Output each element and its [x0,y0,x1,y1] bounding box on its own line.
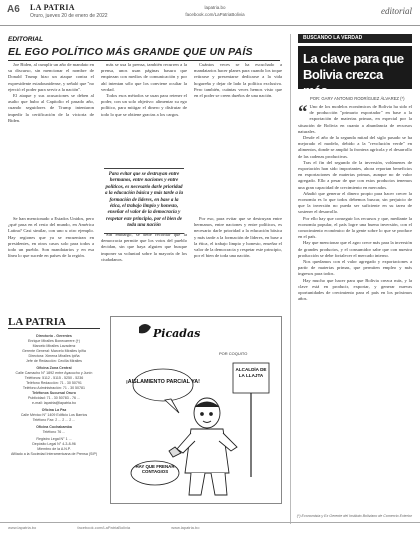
masthead-line: Afiliado a la Sociedad Interamericana de Prensa (SIP) [10,452,98,456]
masthead-line: Teléfono Administración: 71 - 30 50781 [22,386,86,390]
sign-text: ALCALDÍA DE LA LLAJTA [235,367,267,378]
masthead-line: Calle México N° 1409 Edificio Los Barrios [20,413,88,417]
paragraph: Por eso, para evitar que se destruyan entre hermanos, entre naciones y entre políticos, es necesario darle prioridad a la educación básica y más tarde a la formación de líderes, en base a la ética, el trabajo limpio y honesto, enseñar el valor de la democracia y respetar este principio, por el bien de toda una nación. [194,216,282,259]
masthead-line: Oficina Cochabamba [36,425,72,429]
facebook-url[interactable]: facebook.com/LaPatriaBolivia [185,12,245,17]
pull-quote: Para evitar que se destruyan entre hermanos, entre naciones y entre políticos, es necesario darle prioridad a la educación básica y más tarde a la formación de líderes, en base a la ética, el trabajo limpio y honesto, enseñar el valor de la democracia y respetar este principio, por el bien de toda una nación [104,168,184,234]
paragraph: Uno de los modelos económicos de Bolivia ha sido el de producción "primario exportador" en base a la exportación de materias primas, en especial por la situación de Bolivia en cuanto a abundancia de recursos naturales. [298,104,412,134]
column-byline: POR: GARY ANTONIO RODRÍGUEZ ÁLVAREZ (*) [310,96,405,101]
masthead-line: Teléfonos: 5112 - 5115 - 5250 - 5236 [24,376,84,380]
cartoon-logo: Picadas [153,327,201,340]
column-divider [290,34,291,524]
editorial-lower-3 [194,216,282,310]
paragraph: Cuántos veces se ha escuchado a mandatarios hacer planes para cuando los toque retirarse y presentarse dedicarse a la vida hogareña y dejar de lado la política exclusiva. Pero también, cuántas veces hemos visto que en el poder se creen dueños de una nación. [194,62,282,99]
author-credit: (*) Economista y Ex Gerente del Instituto Boliviano de Comercio Exterior [296,514,412,518]
site-info [130,4,300,18]
masthead-line: Publicidad: 71 - 30 50783 - 76 ... [28,396,80,400]
drop-cap: “ [298,104,308,123]
speech-text-1: ¡AISLAMIENTO PARCIAL YA! [126,379,200,385]
paragraph: más se usa la prensa, también recurren a la prensa, unos usan páginas basura que empiezan con medios de comunicación y por ahí intentan sólo que los conviene ocultar la verdad. [101,62,187,92]
editorial-lower-1 [8,216,94,310]
masthead-line: Teléfono Fax: 2 ... 2 ... 2 ... [32,418,76,422]
masthead-directory [8,334,100,457]
editorial-column-2 [101,62,187,166]
paragraph: El ataque y sus acusaciones se deben al asalto que hubo al Capitolio el pasado año, cuando seguidores de Trump intentaron impedir la certificación de la victoria de Biden. [8,93,94,123]
issue-date: Oruro, jueves 20 de enero de 2022 [30,13,108,19]
masthead-line: Depósito Legal N° 4-3-8-96 [32,442,76,446]
editorial-cartoon [110,316,282,504]
masthead-line: Oficina Zona Central [36,366,72,370]
speech-text-2: HAY QUE FRENAR CONTAGIOS [135,464,175,475]
speech-bubble [133,369,193,401]
paragraph: Se han mencionado a Estados Unidos, pero ¿qué pasa en el resto del mundo, en América Latina? Casi similar, con uno u otro ejemplo. Hay regiones que ya se encuentran en presidentes, en otros casos solo para todos a todo un pueblo. Son mandatarios y en esa línea lo que sucede en países de la región. [8,216,94,259]
masthead-line: Calle Camacho N° 1892 entre Ayacucho y Junín [15,371,93,375]
editorial-column-1 [8,62,94,212]
paragraph: Por ello hay que conseguir los recursos y que, mediante la economía popular, el país logre una buena inversión, con el conocimiento económico de la gente sobre lo que se produce en el país. [298,215,412,240]
masthead-line: Jefe de Redacción: Cecilia Miralles [26,359,82,363]
masthead-line: Directorio - Gerentes [36,334,72,338]
paragraph: Tras el fin del segundo de la inversión, volúmenes de exportación han sido importantes, ahora reportan beneficios en exportaciones de materias primas, aunque no de valor agregado. Ello a pesar de que con estos productos tenemos una gran capacidad de crecimiento en mercados. [298,159,412,190]
paragraph: Todos esos métodos se usan para retener el poder, con un solo objetivo: alimentar su ego político, para mitigar el dinero y disfrutar de todo lo que se obtiene gracias a los cargos. [101,93,187,117]
editorial-lower-2 [101,232,187,310]
paragraph: Hay mucho que hacer para que Bolivia crezca más, y la clave está en producir, exportar, y generar nuevas oportunidades de crecimiento para el país en los próximos años. [298,277,412,302]
column-body [298,104,412,510]
footer-right[interactable]: www.lapatria.bo [171,525,200,530]
newspaper-brand: LA PATRIA [30,3,75,12]
masthead-line: Teléfono 76 ... [42,430,66,434]
site-url[interactable]: lapatria.bo [204,5,226,10]
masthead-line: Miembro de la A.N.P. [37,447,71,451]
paragraph: Hay que mencionar que el agro crece más para la inversión de grandes productos, y el consumidor sabe que con nuestra producción se debe fortalecer el mercado interno. [298,240,412,258]
masthead-line: Registro Legal N° 1 ... [36,437,72,441]
section-name: editorial [381,6,412,16]
footer-mid[interactable]: facebook.com/LaPatriaBolivia [77,525,131,530]
footer-left[interactable]: www.lapatria.bo [8,525,37,530]
page-number: A6 [7,4,20,15]
picadas-logo [139,324,200,340]
column-label: BUSCANDO LA VERDAD [298,34,412,43]
page-footer [0,522,420,532]
cartoon-author: POR COQUITO [219,351,248,356]
masthead-line: Oficina La Paz [41,408,67,412]
editorial-label: EDITORIAL [8,36,43,43]
paragraph: Desde el año de la segunda mitad del siglo pasado se ha mejorado el modelo, debido a la "revolución verde" en alimentos, donde se amplió la frontera agrícola y el desarrollo de las cadenas productivas. [298,135,412,159]
column-title: La clave para que Bolivia crezca más [298,46,412,89]
masthead-line: Teléfono Redacción: 71 - 30 50791 [26,381,82,385]
editorial-title: EL EGO POLÍTICO MÁS GRANDE QUE UN PAÍS [8,46,280,61]
masthead-line: Directora: Ximena Miralles Ipiña [28,354,80,358]
paragraph: Nos quedamos con el valor agregado y exportaciones a partir de materias primas, que permiten empleo y más ingresos para todos. [298,259,412,277]
masthead-brand: LA PATRIA [8,316,100,329]
masthead-line: Gerente General: Marcelo Miralles Ipiña [22,349,86,353]
paragraph: Sin embargo, se debe recordar que la democracia permite que los votos del pueblo decidan, sin que haya alguien que busque imponer su voluntad sobre la mayoría de los ciudadanos. [101,232,187,262]
masthead-line: e-mail: lapatria@lapatria.bo [32,401,76,405]
masthead-line: Teléfonos Sucursal Oruro [32,391,76,395]
editorial-column-3 [194,62,282,212]
paragraph: Añadió que generar el dinero propio para hacer crecer la economía es lo que todos debemos buscar, sin perjuicio de que la inversión no pueda ser suficiente en su tarea de sostener el desarrollo. [298,190,412,215]
masthead-line: Enrique Miralles Bonecarrere (†) [28,339,80,343]
paragraph: Joe Biden, al cumplir un año de mandato en su discurso, sin mencionar el nombre de Donald Trump hizo un ataque contra el expresidente estadounidense, y señaló que "no ejerció el poder para servir a la nación". [8,62,94,92]
masthead-line: Marcelo Miralles Lavadenz [32,344,76,348]
page-header [0,0,420,26]
cartoon-illustration [111,317,282,504]
